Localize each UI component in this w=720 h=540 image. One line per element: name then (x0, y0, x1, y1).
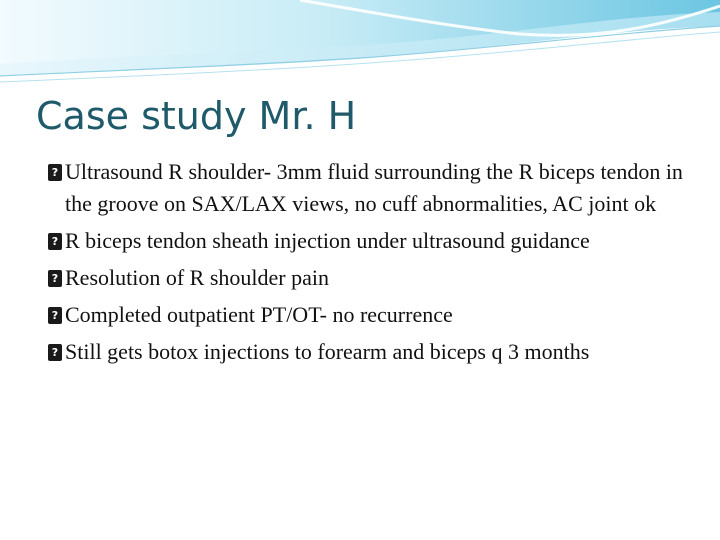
decorative-wave-banner (0, 0, 720, 90)
bullet-marker-icon: ? (48, 233, 62, 250)
bullet-text: Still gets botox injections to forearm and biceps q 3 months (65, 339, 590, 364)
bullet-item (48, 156, 688, 220)
bullet-text: R biceps tendon sheath injection under ultrasound guidance (65, 228, 590, 253)
bullet-text: Completed outpatient PT/OT- no recurrence (65, 302, 453, 327)
bullet-text: Resolution of R shoulder pain (65, 265, 329, 290)
bullet-marker-icon: ? (48, 270, 62, 287)
bullet-marker-icon: ? (48, 344, 62, 361)
bullet-marker-icon: ? (48, 164, 62, 181)
bullet-item (48, 299, 688, 331)
bullet-text: Ultrasound R shoulder- 3mm fluid surrounding the R biceps tendon in the groove on SAX/LAX views, no cuff abnormalities, AC joint ok (65, 159, 683, 216)
bullet-list (48, 156, 688, 373)
bullet-marker-icon: ? (48, 307, 62, 324)
bullet-item (48, 262, 688, 294)
slide-title: Case study Mr. H (36, 94, 357, 138)
bullet-item (48, 336, 688, 368)
bullet-item (48, 225, 688, 257)
